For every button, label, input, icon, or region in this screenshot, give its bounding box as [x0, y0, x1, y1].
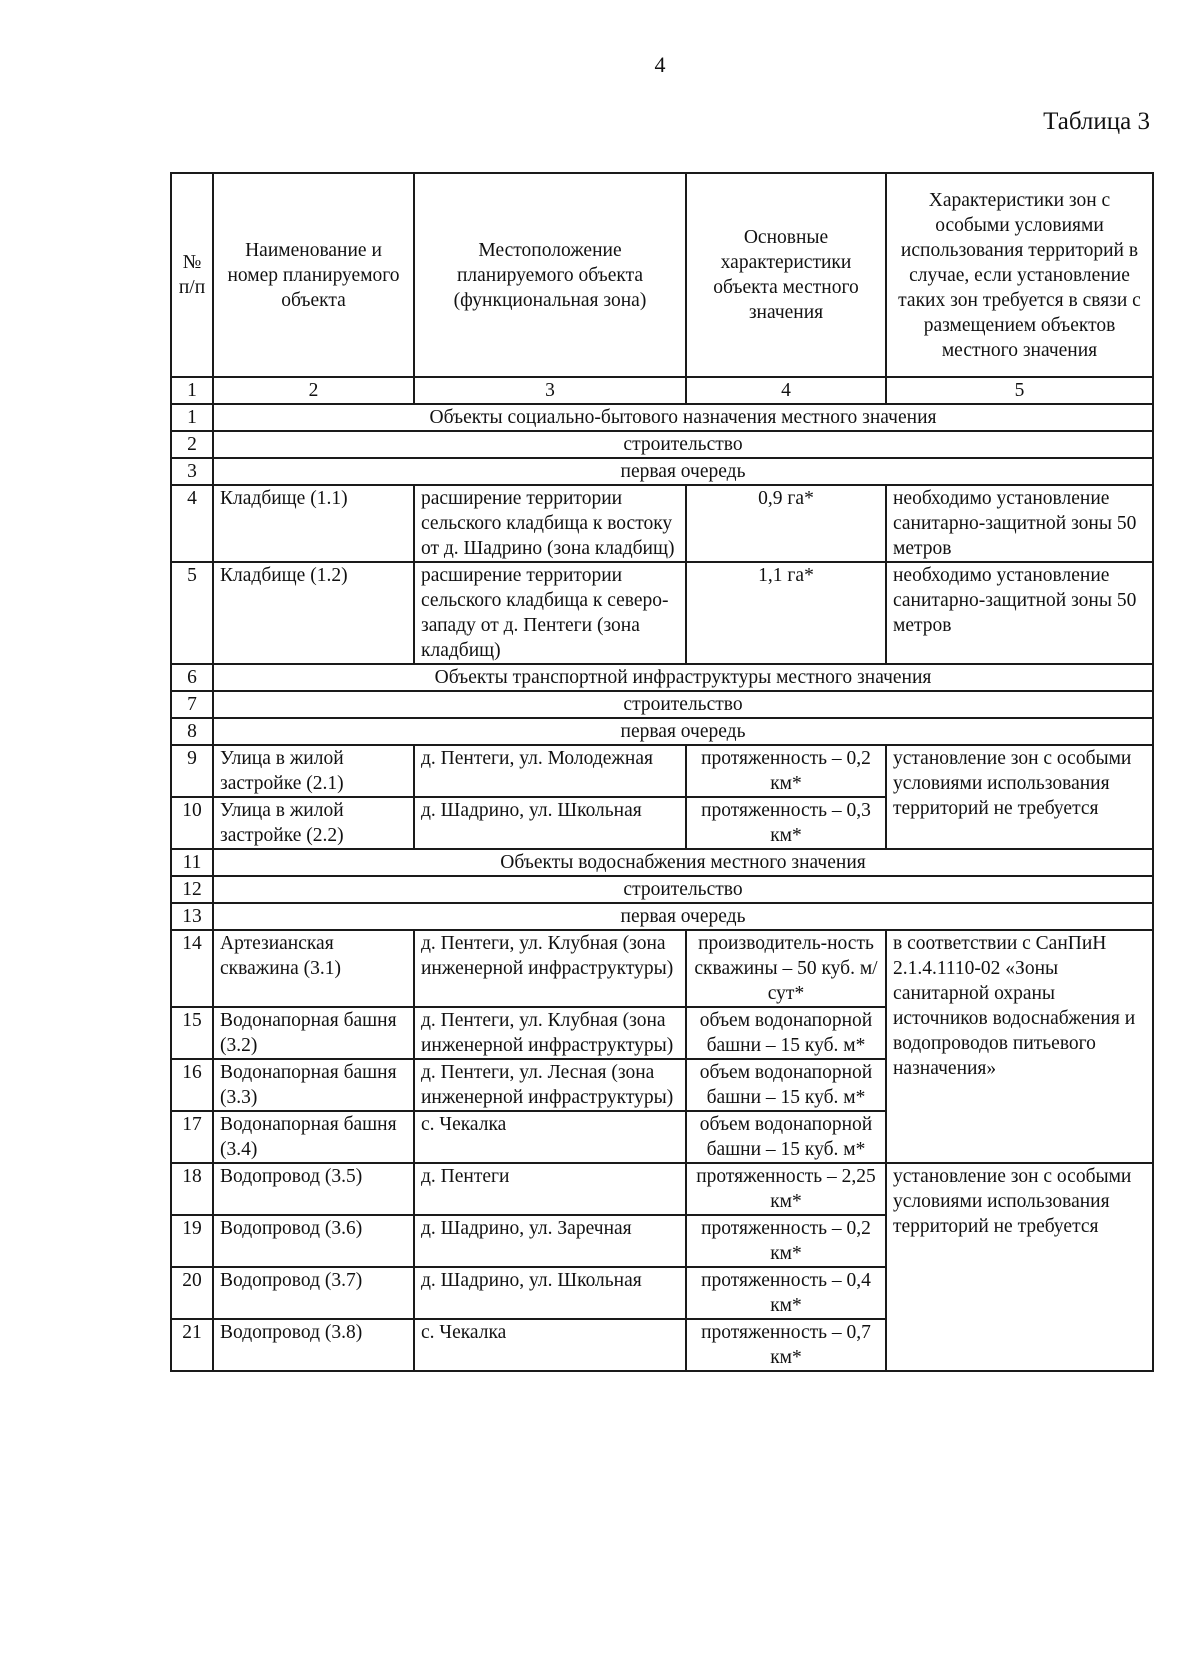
object-characteristics: 0,9 га* [686, 485, 886, 562]
page-number: 4 [654, 52, 666, 77]
object-characteristics: протяженность – 0,2 км* [686, 745, 886, 797]
section-title: строительство [213, 691, 1153, 718]
row-number: 6 [171, 664, 213, 691]
object-location: д. Пентеги, ул. Молодежная [414, 745, 686, 797]
zone-characteristics: необходимо установление санитарно-защитной зоны 50 метров [886, 562, 1153, 664]
row-number: 2 [171, 431, 213, 458]
header-number: № п/п [171, 173, 213, 377]
section-title: первая очередь [213, 458, 1153, 485]
table-row [171, 485, 1153, 562]
object-location: с. Чекалка [414, 1319, 686, 1371]
section-row [171, 718, 1153, 745]
object-name: Водонапорная башня (3.4) [213, 1111, 414, 1163]
zone-characteristics: в соответствии с СанПиН 2.1.4.1110-02 «Зоны санитарной охраны источников водоснабжения и водопроводов питьевого назначения» [886, 930, 1153, 1163]
object-name: Артезианская скважина (3.1) [213, 930, 414, 1007]
row-number: 1 [171, 404, 213, 431]
row-number: 4 [171, 485, 213, 562]
column-number: 2 [213, 377, 414, 404]
row-number: 11 [171, 849, 213, 876]
section-title: Объекты социально-бытового назначения местного значения [213, 404, 1153, 431]
section-title: строительство [213, 431, 1153, 458]
section-row [171, 903, 1153, 930]
section-title: первая очередь [213, 903, 1153, 930]
object-name: Водопровод (3.5) [213, 1163, 414, 1215]
table-row [171, 745, 1153, 797]
object-name: Водонапорная башня (3.3) [213, 1059, 414, 1111]
object-location: расширение территории сельского кладбища к востоку от д. Шадрино (зона кладбищ) [414, 485, 686, 562]
object-location: д. Шадрино, ул. Школьная [414, 1267, 686, 1319]
row-number: 20 [171, 1267, 213, 1319]
table-row [171, 930, 1153, 1007]
column-number: 3 [414, 377, 686, 404]
header-location: Местоположение планируемого объекта (функциональная зона) [414, 173, 686, 377]
row-number: 13 [171, 903, 213, 930]
section-title: первая очередь [213, 718, 1153, 745]
object-characteristics: производитель-ность скважины – 50 куб. м/сут* [686, 930, 886, 1007]
object-name: Водопровод (3.8) [213, 1319, 414, 1371]
row-number: 7 [171, 691, 213, 718]
object-name: Водонапорная башня (3.2) [213, 1007, 414, 1059]
object-location: д. Пентеги, ул. Клубная (зона инженерной инфраструктуры) [414, 1007, 686, 1059]
object-location: д. Шадрино, ул. Школьная [414, 797, 686, 849]
object-location: д. Шадрино, ул. Заречная [414, 1215, 686, 1267]
header-row [171, 173, 1153, 377]
section-row [171, 664, 1153, 691]
column-number-row [171, 377, 1153, 404]
row-number: 19 [171, 1215, 213, 1267]
row-number: 12 [171, 876, 213, 903]
section-row [171, 849, 1153, 876]
row-number: 17 [171, 1111, 213, 1163]
header-zones: Характеристики зон с особыми условиями использования территорий в случае, если установление таких зон требуется в связи с размещением объектов местного значения [886, 173, 1153, 377]
zone-characteristics: установление зон с особыми условиями использования территорий не требуется [886, 1163, 1153, 1371]
row-number: 14 [171, 930, 213, 1007]
objects-table [170, 172, 1154, 1372]
object-characteristics: протяженность – 2,25 км* [686, 1163, 886, 1215]
row-number: 8 [171, 718, 213, 745]
section-row [171, 404, 1153, 431]
row-number: 21 [171, 1319, 213, 1371]
object-characteristics: объем водонапорной башни – 15 куб. м* [686, 1059, 886, 1111]
object-name: Водопровод (3.6) [213, 1215, 414, 1267]
header-characteristics: Основные характеристики объекта местного значения [686, 173, 886, 377]
section-row [171, 431, 1153, 458]
object-characteristics: протяженность – 0,7 км* [686, 1319, 886, 1371]
section-title: Объекты водоснабжения местного значения [213, 849, 1153, 876]
table-row [171, 1163, 1153, 1215]
object-name: Водопровод (3.7) [213, 1267, 414, 1319]
object-location: д. Пентеги, ул. Клубная (зона инженерной инфраструктуры) [414, 930, 686, 1007]
section-title: строительство [213, 876, 1153, 903]
column-number: 5 [886, 377, 1153, 404]
object-characteristics: протяженность – 0,2 км* [686, 1215, 886, 1267]
zone-characteristics: необходимо установление санитарно-защитной зоны 50 метров [886, 485, 1153, 562]
row-number: 10 [171, 797, 213, 849]
row-number: 5 [171, 562, 213, 664]
row-number: 9 [171, 745, 213, 797]
object-location: расширение территории сельского кладбища к северо-западу от д. Пентеги (зона кладбищ) [414, 562, 686, 664]
row-number: 15 [171, 1007, 213, 1059]
object-characteristics: протяженность – 0,3 км* [686, 797, 886, 849]
column-number: 4 [686, 377, 886, 404]
table-caption: Таблица 3 [1043, 108, 1150, 135]
row-number: 16 [171, 1059, 213, 1111]
section-row [171, 691, 1153, 718]
section-row [171, 876, 1153, 903]
object-name: Улица в жилой застройке (2.2) [213, 797, 414, 849]
object-characteristics: 1,1 га* [686, 562, 886, 664]
object-name: Улица в жилой застройке (2.1) [213, 745, 414, 797]
object-location: с. Чекалка [414, 1111, 686, 1163]
header-name: Наименование и номер планируемого объекта [213, 173, 414, 377]
object-location: д. Пентеги, ул. Лесная (зона инженерной инфраструктуры) [414, 1059, 686, 1111]
row-number: 18 [171, 1163, 213, 1215]
column-number: 1 [171, 377, 213, 404]
zone-characteristics: установление зон с особыми условиями использования территорий не требуется [886, 745, 1153, 849]
object-name: Кладбище (1.1) [213, 485, 414, 562]
object-location: д. Пентеги [414, 1163, 686, 1215]
section-row [171, 458, 1153, 485]
object-characteristics: протяженность – 0,4 км* [686, 1267, 886, 1319]
row-number: 3 [171, 458, 213, 485]
object-characteristics: объем водонапорной башни – 15 куб. м* [686, 1111, 886, 1163]
section-title: Объекты транспортной инфраструктуры местного значения [213, 664, 1153, 691]
object-characteristics: объем водонапорной башни – 15 куб. м* [686, 1007, 886, 1059]
object-name: Кладбище (1.2) [213, 562, 414, 664]
table-row [171, 562, 1153, 664]
